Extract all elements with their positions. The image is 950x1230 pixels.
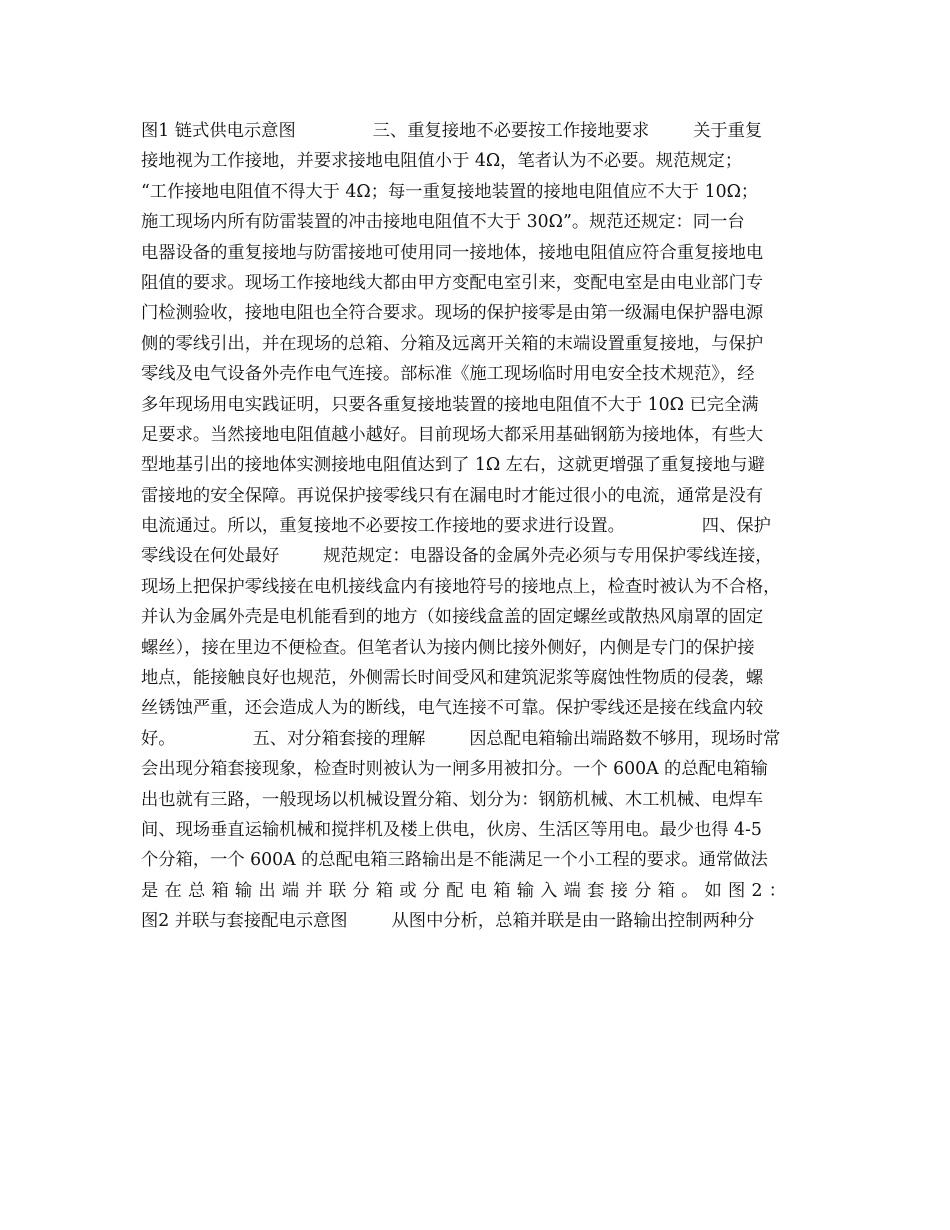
text-line: 是在总箱输出端并联分箱或分配电箱输入端套接分箱。如图2：: [141, 880, 793, 901]
text-line: 丝锈蚀严重，还会造成人为的断线，电气连接不可靠。保护零线还是接在线盒内较: [141, 698, 764, 719]
text-line: 足要求。当然接地电阻值越小越好。目前现场大都采用基础钢筋为接地体，有些大: [141, 424, 764, 445]
text-line: 图1 链式供电示意图 三、重复接地不必要按工作接地要求 关于重复: [141, 121, 763, 141]
text-line: 图2 并联与套接配电示意图 从图中分析，总箱并联是由一路输出控制两种分: [141, 911, 755, 932]
body-text: [141, 116, 821, 937]
text-line: 接地视为工作接地，并要求接地电阻值小于 4Ω，笔者认为不必要。规范规定；: [141, 151, 743, 172]
text-line: 电流通过。所以，重复接地不必要按工作接地的要求进行设置。 四、保护: [141, 516, 771, 537]
text-line: 施工现场内所有防雷装置的冲击接地电阻值不大于 30Ω”。规范还规定：同一台: [141, 212, 745, 233]
text-line: 好。 五、对分箱套接的理解 因总配电箱输出端路数不够用，现场时常: [141, 728, 781, 749]
text-line: 零线及电气设备外壳作电气连接。部标准《施工现场临时用电安全技术规范》，经: [141, 364, 755, 385]
text-line: 雷接地的安全保障。再说保护接零线只有在漏电时才能过很小的电流，通常是没有: [141, 485, 764, 506]
text-line: 多年现场用电实践证明，只要各重复接地装置的接地电阻值不大于 10Ω 已完全满: [141, 394, 759, 415]
text-line: 个分箱，一个 600A 的总配电箱三路输出是不能满足一个小工程的要求。通常做法: [141, 850, 768, 871]
text-line: 型地基引出的接地体实测接地电阻值达到了 1Ω 左右，这就更增强了重复接地与避: [141, 455, 765, 476]
text-line: 阻值的要求。现场工作接地线大都由甲方变配电室引来，变配电室是由电业部门专: [141, 272, 764, 293]
text-line: 地点，能接触良好也规范，外侧需长时间受风和建筑泥浆等腐蚀性物质的侵袭，螺: [141, 668, 764, 689]
text-line: “工作接地电阻值不得大于 4Ω；每一重复接地装置的接地电阻值应不大于 10Ω；: [141, 181, 759, 202]
text-line: 出也就有三路，一般现场以机械设置分箱、划分为：钢筋机械、木工机械、电焊车: [141, 789, 764, 810]
text-line: 会出现分箱套接现象，检查时则被认为一闸多用被扣分。一个 600A 的总配电箱输: [141, 759, 768, 780]
text-line: 现场上把保护零线接在电机接线盒内有接地符号的接地点上，检查时被认为不合格，: [141, 576, 781, 597]
text-line: 间、现场垂直运输机械和搅拌机及楼上供电，伙房、生活区等用电。最少也得 4-5: [141, 819, 762, 840]
text-line: 门检测验收，接地电阻也全符合要求。现场的保护接零是由第一级漏电保护器电源: [141, 303, 764, 324]
text-line: 电器设备的重复接地与防雷接地可使用同一接地体，接地电阻值应符合重复接地电: [141, 242, 764, 263]
text-line: 并认为金属外壳是电机能看到的地方（如接线盒盖的固定螺丝或散热风扇罩的固定: [141, 607, 764, 628]
text-line: 螺丝），接在里边不便检查。但笔者认为接内侧比接外侧好，内侧是专门的保护接: [141, 637, 755, 658]
text-line: 零线设在何处最好 规范规定：电器设备的金属外壳必须与专用保护零线连接，: [141, 546, 773, 567]
text-line: 侧的零线引出，并在现场的总箱、分箱及远离开关箱的末端设置重复接地，与保护: [141, 333, 764, 354]
